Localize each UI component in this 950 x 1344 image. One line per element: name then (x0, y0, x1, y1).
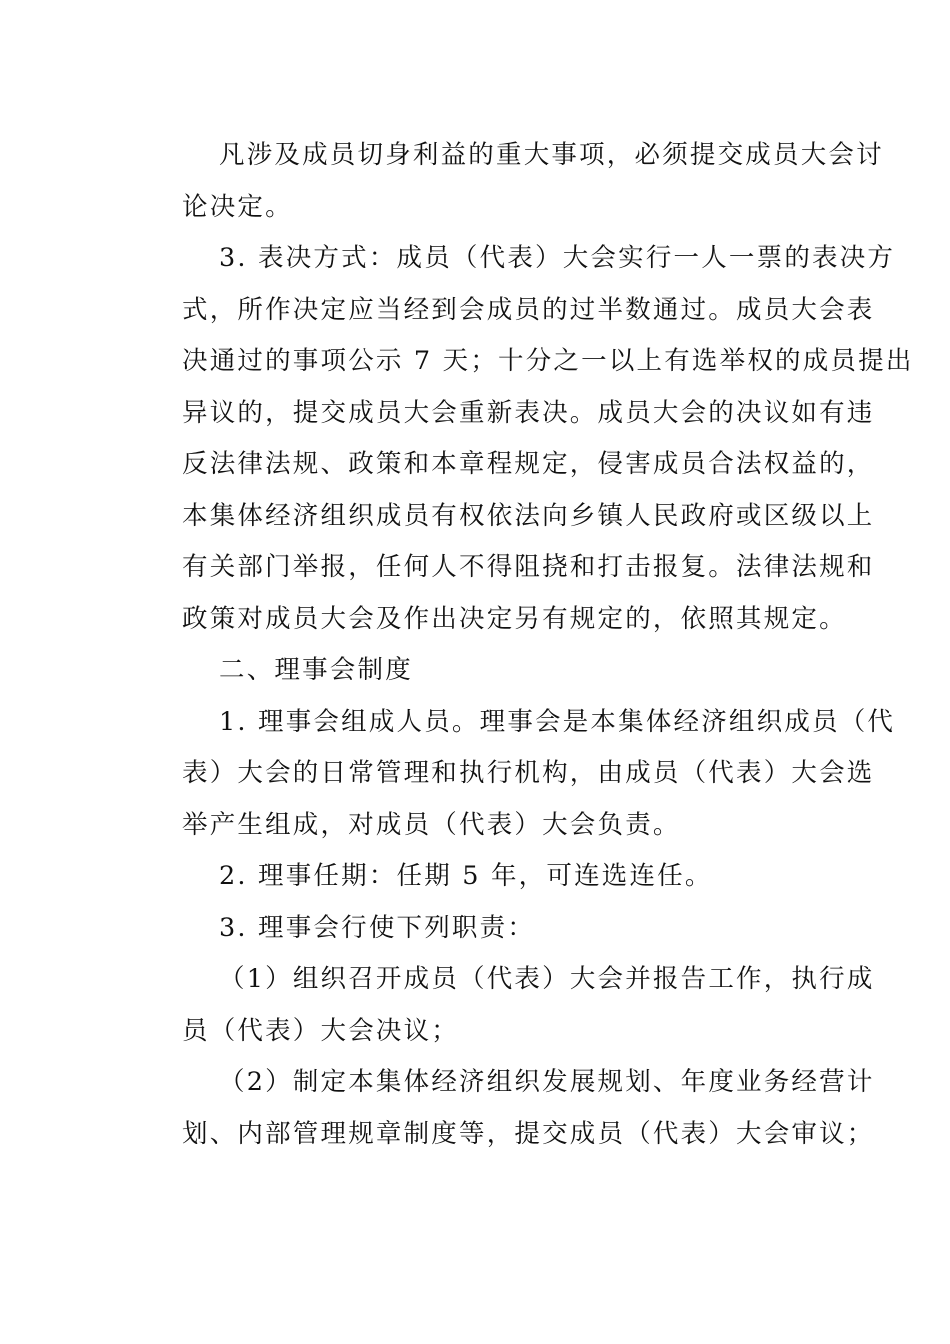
document-body (145, 130, 914, 1160)
text-line: 有关部门举报，任何人不得阻挠和打击报复。法律法规和 (182, 552, 875, 582)
paragraph-board-term (145, 851, 810, 903)
list-item-duty-2 (145, 1057, 875, 1160)
text-line: 举产生组成，对成员（代表）大会负责。 (182, 809, 681, 840)
text-line: （2）制定本集体经济组织发展规划、年度业务经营计 (219, 1067, 875, 1097)
text-line: 1. 理事会组成人员。理事会是本集体经济组织成员（代 (219, 706, 896, 737)
text-line: 划、内部管理规章制度等，提交成员（代表）大会审议； (182, 1118, 875, 1149)
text-line: 反法律法规、政策和本章程规定，侵害成员合法权益的， (182, 449, 875, 479)
paragraph-board-composition (145, 697, 896, 852)
paragraph-board-duties (145, 903, 810, 955)
section-heading-board-system (145, 645, 810, 697)
text-line: 员（代表）大会决议； (182, 1015, 460, 1046)
text-line: （1）组织召开成员（代表）大会并报告工作，执行成 (219, 964, 875, 994)
text-line: 3. 表决方式：成员（代表）大会实行一人一票的表决方 (219, 243, 896, 273)
text-line: 决通过的事项公示 7 天；十分之一以上有选举权的成员提出 (182, 346, 914, 376)
paragraph-voting-method (145, 233, 914, 645)
text-line: 论决定。 (182, 191, 293, 222)
list-item-duty-1 (145, 954, 875, 1057)
text-line: 2. 理事任期：任期 5 年，可连选连任。 (219, 861, 713, 891)
section-heading: 二、理事会制度 (219, 655, 413, 685)
paragraph-major-matters (145, 130, 884, 233)
text-line: 异议的，提交成员大会重新表决。成员大会的决议如有违 (182, 397, 875, 428)
text-line: 3. 理事会行使下列职责： (219, 912, 536, 943)
text-line: 政策对成员大会及作出决定另有规定的，依照其规定。 (182, 603, 847, 634)
text-line: 本集体经济组织成员有权依法向乡镇人民政府或区级以上 (182, 500, 875, 531)
text-line: 表）大会的日常管理和执行机构，由成员（代表）大会选 (182, 758, 875, 788)
text-line: 式，所作决定应当经到会成员的过半数通过。成员大会表 (182, 294, 875, 325)
text-line: 凡涉及成员切身利益的重大事项，必须提交成员大会讨 (219, 140, 884, 170)
